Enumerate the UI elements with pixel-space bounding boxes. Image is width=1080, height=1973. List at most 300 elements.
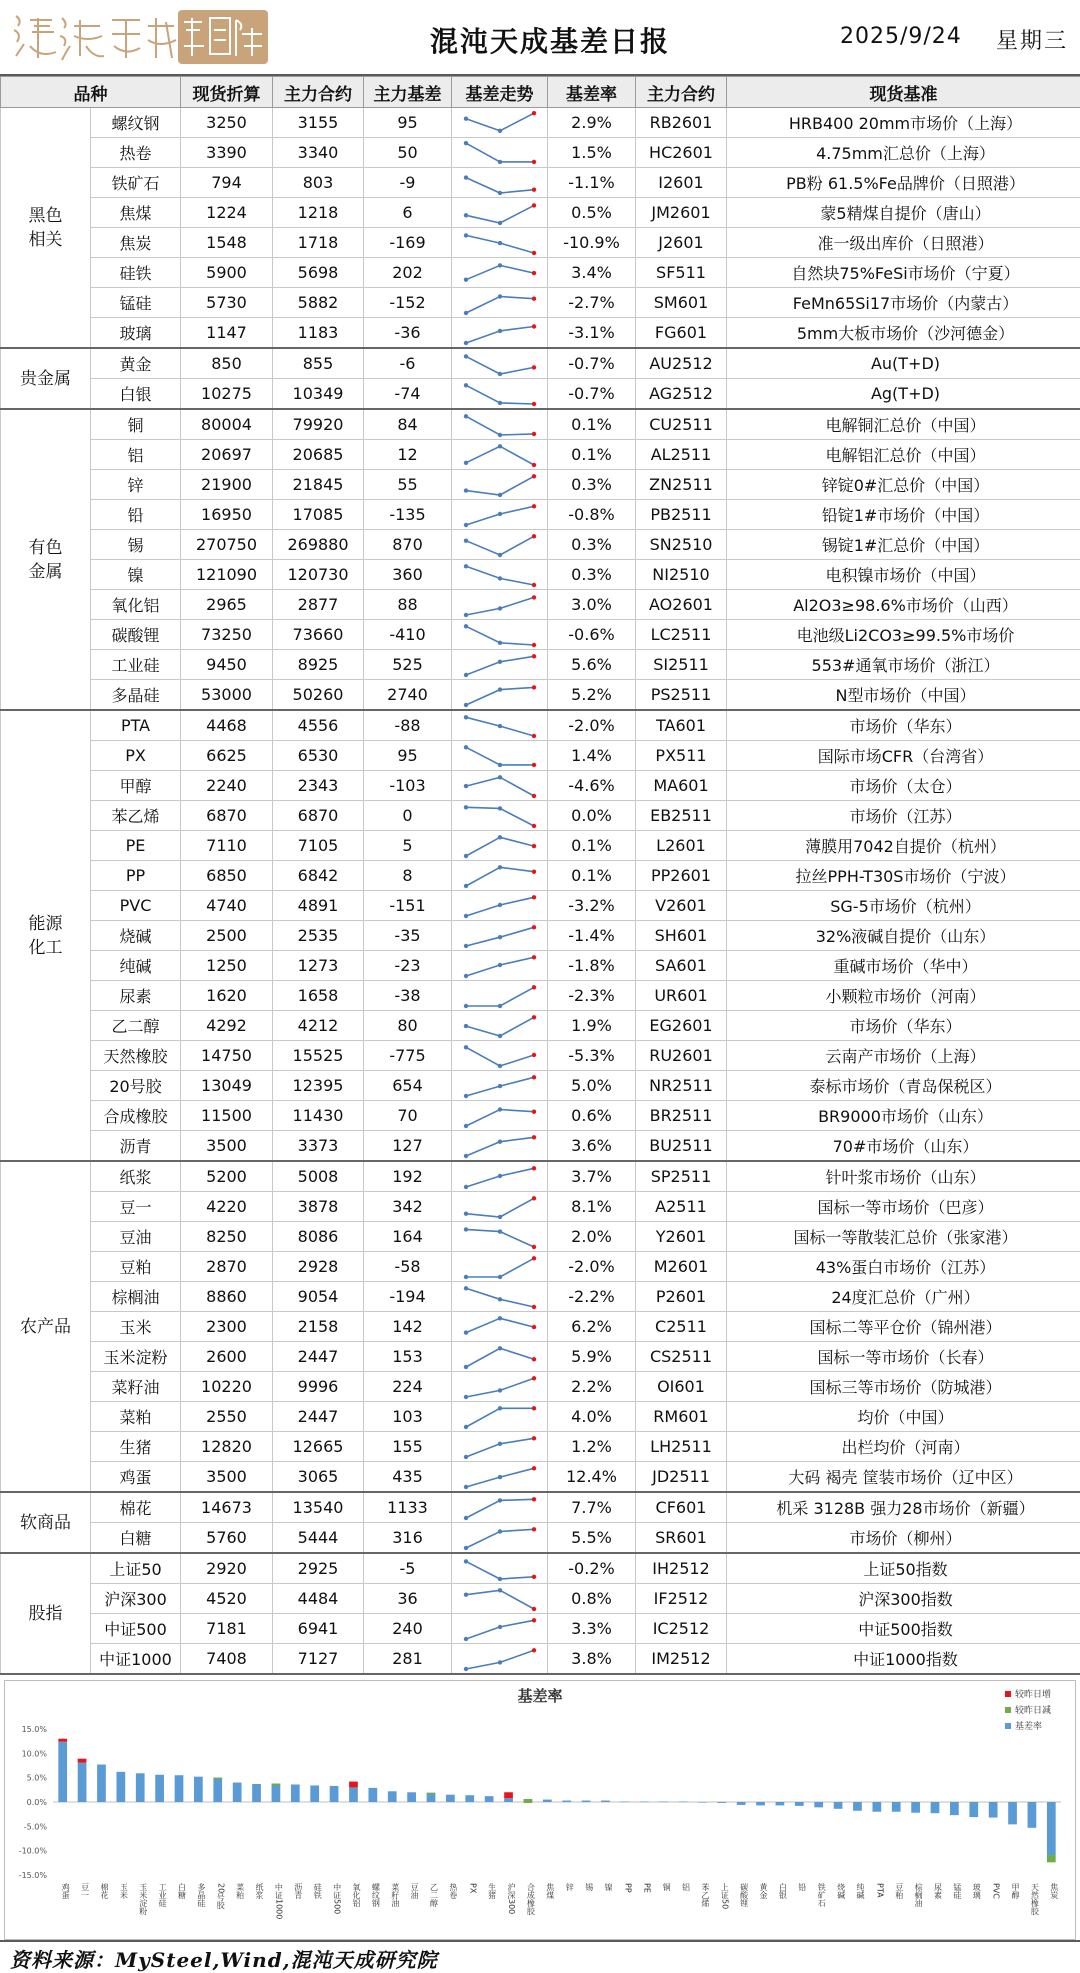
x-tick-label: PX (468, 1883, 477, 1894)
trend-point (497, 659, 501, 663)
futures-price-cell: 2925 (273, 1553, 364, 1584)
trend-point (497, 128, 501, 132)
trend-point (497, 444, 501, 448)
rate-bar (853, 1802, 862, 1811)
contract-cell: AO2601 (636, 590, 727, 620)
variety-name-cell: 合成橡胶 (91, 1101, 181, 1131)
trend-cell (452, 409, 548, 440)
x-tick-label: 纯碱 (856, 1882, 865, 1900)
contract-cell: CF601 (636, 1492, 727, 1523)
futures-price-cell: 9054 (273, 1282, 364, 1312)
trend-sparkline (454, 411, 546, 439)
y-tick-label: 0.0% (27, 1798, 48, 1807)
trend-point (497, 263, 501, 267)
trend-cell (452, 771, 548, 801)
benchmark-cell: 市场价（江苏） (727, 801, 1080, 831)
futures-price-cell: 8086 (273, 1222, 364, 1252)
trend-sparkline (454, 772, 546, 800)
trend-point (497, 640, 501, 644)
basis-rate-cell: 5.2% (548, 680, 636, 711)
trend-cell (452, 168, 548, 198)
basis-cell: -38 (364, 981, 452, 1011)
table-row (1, 710, 1080, 741)
basis-cell: 316 (364, 1523, 452, 1554)
trend-point (463, 1515, 467, 1519)
table-row (1, 228, 1080, 258)
table-row (1, 1161, 1080, 1192)
trend-point (463, 340, 467, 344)
basis-rate-cell: 5.0% (548, 1071, 636, 1101)
contract-cell: AG2512 (636, 379, 727, 410)
legend-swatch (1005, 1723, 1011, 1729)
spot-price-cell: 9450 (181, 650, 273, 680)
benchmark-cell: Al2O3≥98.6%市场价（山西） (727, 590, 1080, 620)
x-tick-label: 铁矿石 (817, 1882, 826, 1908)
futures-price-cell: 2877 (273, 590, 364, 620)
basis-rate-cell: -2.2% (548, 1282, 636, 1312)
rate-bar (698, 1802, 707, 1803)
contract-cell: TA601 (636, 710, 727, 741)
variety-name-cell: 纸浆 (91, 1161, 181, 1192)
x-tick-label: 玉米 (119, 1883, 128, 1900)
trend-point (531, 462, 535, 466)
x-tick-label: 豆油 (410, 1883, 419, 1900)
trend-sparkline (454, 1102, 546, 1130)
variety-name-cell: PVC (91, 891, 181, 921)
basis-rate-cell: 12.4% (548, 1462, 636, 1493)
basis-cell: -135 (364, 500, 452, 530)
basis-cell: 202 (364, 258, 452, 288)
trend-cell (452, 258, 548, 288)
benchmark-cell: 云南产市场价（上海） (727, 1041, 1080, 1071)
trend-point (497, 1529, 501, 1533)
basis-rate-cell: 3.6% (548, 1131, 636, 1162)
trend-cell (452, 741, 548, 771)
spot-price-cell: 850 (181, 348, 273, 379)
basis-rate-cell: 0.6% (548, 1101, 636, 1131)
futures-price-cell: 8925 (273, 650, 364, 680)
spot-price-cell: 3500 (181, 1462, 273, 1493)
trend-point (531, 296, 535, 300)
trend-point (497, 190, 501, 194)
contract-cell: FG601 (636, 318, 727, 349)
x-tick-label: PP (623, 1883, 632, 1893)
rate-bar (368, 1788, 377, 1802)
contract-cell: NI2510 (636, 560, 727, 590)
x-tick-label: 工业硅 (158, 1883, 167, 1907)
benchmark-cell: 泰标市场价（青岛保税区） (727, 1071, 1080, 1101)
trend-point (531, 1406, 535, 1410)
spot-price-cell: 2965 (181, 590, 273, 620)
category-cell: 股指 (1, 1553, 91, 1674)
trend-cell (452, 470, 548, 500)
contract-cell: PB2511 (636, 500, 727, 530)
trend-sparkline (454, 501, 546, 529)
trend-point (531, 823, 535, 827)
rate-bar (407, 1792, 416, 1802)
x-tick-label: 甲醇 (1011, 1883, 1020, 1900)
contract-cell: P2601 (636, 1282, 727, 1312)
contract-cell: IM2512 (636, 1644, 727, 1675)
trend-point (531, 1527, 535, 1531)
trend-point (497, 432, 501, 436)
variety-name-cell: 铁矿石 (91, 168, 181, 198)
trend-point (497, 775, 501, 779)
table-row (1, 560, 1080, 590)
trend-sparkline (454, 1253, 546, 1281)
trend-point (531, 401, 535, 405)
basis-cell: -74 (364, 379, 452, 410)
trend-sparkline (454, 1494, 546, 1522)
trend-point (463, 1592, 467, 1596)
contract-cell: RM601 (636, 1402, 727, 1432)
basis-cell: 342 (364, 1192, 452, 1222)
trend-point (463, 1227, 467, 1231)
table-row (1, 530, 1080, 560)
basis-cell: 6 (364, 198, 452, 228)
variety-name-cell: 玻璃 (91, 318, 181, 349)
trend-point (497, 1214, 501, 1218)
trend-point (531, 1357, 535, 1361)
spot-price-cell: 2550 (181, 1402, 273, 1432)
trend-cell (452, 1462, 548, 1493)
benchmark-cell: 市场价（华东） (727, 1011, 1080, 1041)
variety-name-cell: 焦炭 (91, 228, 181, 258)
spot-price-cell: 2500 (181, 921, 273, 951)
trend-cell (452, 590, 548, 620)
trend-point (531, 111, 535, 115)
benchmark-cell: 沪深300指数 (727, 1584, 1080, 1614)
basis-cell: -103 (364, 771, 452, 801)
trend-point (531, 504, 535, 508)
x-tick-label: 焦炭 (1049, 1882, 1059, 1900)
trend-sparkline (454, 441, 546, 469)
benchmark-cell: 拉丝PPH-T30S市场价（宁波） (727, 861, 1080, 891)
spot-price-cell: 1548 (181, 228, 273, 258)
spot-price-cell: 8860 (181, 1282, 273, 1312)
table-row (1, 1011, 1080, 1041)
basis-cell: -23 (364, 951, 452, 981)
trend-cell (452, 1523, 548, 1554)
spot-price-cell: 1620 (181, 981, 273, 1011)
spot-price-cell: 7181 (181, 1614, 273, 1644)
x-tick-label: 玻璃 (972, 1882, 981, 1899)
contract-cell: UR601 (636, 981, 727, 1011)
category-cell: 贵金属 (1, 348, 91, 409)
trend-line (466, 656, 534, 675)
trend-point (497, 1474, 501, 1478)
table-row (1, 951, 1080, 981)
table-row (1, 1432, 1080, 1462)
contract-cell: MA601 (636, 771, 727, 801)
basis-rate-cell: 8.1% (548, 1192, 636, 1222)
trend-point (531, 1324, 535, 1328)
category-cell: 软商品 (1, 1492, 91, 1553)
trend-point (463, 1023, 467, 1027)
basis-cell: 2740 (364, 680, 452, 711)
trend-line (466, 777, 534, 796)
x-tick-label: 多晶硅 (197, 1882, 206, 1907)
benchmark-cell: N型市场价（中国） (727, 680, 1080, 711)
trend-sparkline (454, 1615, 546, 1643)
contract-cell: CS2511 (636, 1342, 727, 1372)
trend-point (463, 277, 467, 281)
variety-name-cell: 20号胶 (91, 1071, 181, 1101)
trend-cell (452, 108, 548, 138)
trend-point (463, 233, 467, 237)
spot-price-cell: 12820 (181, 1432, 273, 1462)
basis-rate-cell: 1.4% (548, 741, 636, 771)
rate-bar (310, 1785, 319, 1802)
trend-point (463, 564, 467, 568)
trend-sparkline (454, 1313, 546, 1341)
x-tick-label: 锡 (585, 1882, 594, 1891)
basis-rate-cell: -2.0% (548, 1252, 636, 1282)
futures-price-cell: 2158 (273, 1312, 364, 1342)
x-tick-label: 白糖 (178, 1882, 187, 1900)
futures-price-cell: 5698 (273, 258, 364, 288)
trend-cell (452, 1553, 548, 1584)
variety-name-cell: 工业硅 (91, 650, 181, 680)
benchmark-cell: SG-5市场价（杭州） (727, 891, 1080, 921)
basis-cell: -775 (364, 1041, 452, 1071)
benchmark-cell: 电积镍市场价（中国） (727, 560, 1080, 590)
trend-sparkline (454, 892, 546, 920)
trend-line (466, 1561, 534, 1579)
basis-rate-cell: 0.5% (548, 198, 636, 228)
table-row (1, 1101, 1080, 1131)
trend-point (463, 702, 467, 706)
y-tick-label: 5.0% (27, 1774, 48, 1783)
trend-point (463, 175, 467, 179)
trend-point (497, 1588, 501, 1592)
trend-point (531, 474, 535, 478)
x-tick-label: 中证1000 (274, 1882, 283, 1919)
report-date: 2025/9/24 (840, 24, 962, 49)
legend-label: 较昨日减 (1015, 1704, 1051, 1716)
y-tick-label: 10.0% (22, 1749, 48, 1758)
variety-name-cell: 中证500 (91, 1614, 181, 1644)
trend-point (531, 1466, 535, 1470)
trend-point (531, 1376, 535, 1380)
trend-point (531, 1075, 535, 1079)
variety-name-cell: 尿素 (91, 981, 181, 1011)
table-row (1, 891, 1080, 921)
trend-sparkline (454, 862, 546, 890)
basis-rate-cell: 0.3% (548, 530, 636, 560)
futures-price-cell: 2447 (273, 1342, 364, 1372)
trend-point (463, 116, 467, 120)
rate-bar (155, 1775, 164, 1802)
spot-price-cell: 5900 (181, 258, 273, 288)
variety-name-cell: PP (91, 861, 181, 891)
futures-price-cell: 7105 (273, 831, 364, 861)
basis-rate-cell: 0.1% (548, 409, 636, 440)
trend-point (463, 141, 467, 145)
benchmark-cell: 电解铜汇总价（中国） (727, 409, 1080, 440)
spot-price-cell: 5760 (181, 1523, 273, 1554)
rate-bar (175, 1775, 184, 1802)
trend-point (463, 1274, 467, 1278)
x-tick-label: 豆粕 (895, 1883, 904, 1900)
futures-price-cell: 2928 (273, 1252, 364, 1282)
variety-name-cell: 硅铁 (91, 258, 181, 288)
trend-point (531, 324, 535, 328)
variety-name-cell: 锰硅 (91, 288, 181, 318)
table-row (1, 1342, 1080, 1372)
basis-rate-cell: -3.2% (548, 891, 636, 921)
basis-rate-cell: -10.9% (548, 228, 636, 258)
x-tick-label: 苯乙烯 (701, 1882, 710, 1908)
spot-price-cell: 7110 (181, 831, 273, 861)
futures-price-cell: 21845 (273, 470, 364, 500)
trend-point (463, 1003, 467, 1007)
trend-sparkline (454, 712, 546, 740)
trend-point (497, 1033, 501, 1037)
x-tick-label: 菜粕 (236, 1882, 245, 1900)
rate-bar (911, 1802, 920, 1813)
rate-bar (485, 1796, 494, 1802)
basis-cell: 5 (364, 831, 452, 861)
trend-cell (452, 1614, 548, 1644)
variety-name-cell: 铝 (91, 440, 181, 470)
trend-line (466, 446, 534, 465)
basis-cell: 84 (364, 409, 452, 440)
contract-cell: V2601 (636, 891, 727, 921)
variety-name-cell: 玉米 (91, 1312, 181, 1342)
basis-cell: 95 (364, 741, 452, 771)
trend-cell (452, 1222, 548, 1252)
contract-cell: SR601 (636, 1523, 727, 1554)
trend-point (497, 1388, 501, 1392)
benchmark-cell: 电解铝汇总价（中国） (727, 440, 1080, 470)
trend-line (466, 356, 534, 374)
contract-cell: ZN2511 (636, 470, 727, 500)
trend-cell (452, 981, 548, 1011)
trend-point (497, 1660, 501, 1664)
contract-cell: HC2601 (636, 138, 727, 168)
benchmark-cell: 24度汇总价（广州） (727, 1282, 1080, 1312)
rate-bar (582, 1801, 591, 1802)
benchmark-cell: 铅锭1#市场价（中国） (727, 500, 1080, 530)
table-row (1, 1071, 1080, 1101)
trend-point (463, 624, 467, 628)
table-row (1, 1614, 1080, 1644)
trend-cell (452, 801, 548, 831)
table-row (1, 1131, 1080, 1162)
variety-name-cell: 豆粕 (91, 1252, 181, 1282)
futures-price-cell: 1718 (273, 228, 364, 258)
variety-name-cell: 锌 (91, 470, 181, 500)
basis-rate-cell: -0.6% (548, 620, 636, 650)
spot-price-cell: 10275 (181, 379, 273, 410)
basis-cell: 153 (364, 1342, 452, 1372)
trend-cell (452, 500, 548, 530)
trend-sparkline (454, 319, 546, 347)
x-tick-label: 20号胶 (215, 1883, 225, 1910)
variety-name-cell: 上证50 (91, 1553, 181, 1584)
rate-bar (989, 1802, 998, 1818)
x-tick-label: 棉花 (100, 1882, 109, 1900)
trend-point (531, 1304, 535, 1308)
category-cell: 黑色 相关 (1, 108, 91, 349)
table-row (1, 348, 1080, 379)
spot-price-cell: 16950 (181, 500, 273, 530)
basis-cell: 95 (364, 108, 452, 138)
table-row (1, 1492, 1080, 1523)
variety-name-cell: 烧碱 (91, 921, 181, 951)
x-tick-label: 锰硅 (953, 1882, 962, 1899)
trend-point (463, 460, 467, 464)
trend-point (463, 612, 467, 616)
contract-cell: SI2511 (636, 650, 727, 680)
trend-cell (452, 318, 548, 349)
spot-price-cell: 4468 (181, 710, 273, 741)
futures-price-cell: 1183 (273, 318, 364, 349)
futures-price-cell: 3065 (273, 1462, 364, 1493)
trend-point (463, 1330, 467, 1334)
contract-cell: EB2511 (636, 801, 727, 831)
table-row (1, 801, 1080, 831)
basis-rate-cell: 3.4% (548, 258, 636, 288)
basis-rate-chart (4, 1680, 1076, 1940)
trend-point (463, 1286, 467, 1290)
basis-rate-cell: -1.4% (548, 921, 636, 951)
trend-point (497, 835, 501, 839)
trend-point (531, 985, 535, 989)
trend-point (463, 522, 467, 526)
variety-name-cell: 热卷 (91, 138, 181, 168)
basis-cell: -36 (364, 318, 452, 349)
trend-point (497, 1346, 501, 1350)
basis-rate-cell: -2.0% (548, 710, 636, 741)
trend-point (531, 1648, 535, 1652)
trend-sparkline (454, 289, 546, 317)
trend-point (531, 250, 535, 254)
trend-cell (452, 831, 548, 861)
trend-point (463, 213, 467, 217)
benchmark-cell: 70#市场价（山东） (727, 1131, 1080, 1162)
benchmark-cell: Au(T+D) (727, 348, 1080, 379)
trend-line (466, 1198, 534, 1217)
trend-point (463, 745, 467, 749)
table-row (1, 1312, 1080, 1342)
trend-sparkline (454, 802, 546, 830)
x-tick-label: 铜 (662, 1882, 671, 1892)
trend-point (531, 365, 535, 369)
trend-point (497, 371, 501, 375)
futures-price-cell: 4891 (273, 891, 364, 921)
trend-point (463, 783, 467, 787)
rate-bar (1028, 1802, 1037, 1828)
trend-point (531, 762, 535, 766)
trend-line (466, 1590, 534, 1609)
contract-cell: IH2512 (636, 1553, 727, 1584)
table-body (1, 108, 1080, 1675)
spot-price-cell: 6850 (181, 861, 273, 891)
basis-rate-chart-svg (5, 1681, 1075, 1939)
trend-sparkline (454, 1012, 546, 1040)
table-row (1, 470, 1080, 500)
trend-point (531, 270, 535, 274)
basis-rate-cell: -0.7% (548, 379, 636, 410)
futures-price-cell: 5444 (273, 1523, 364, 1554)
x-tick-label: 氧化铝 (352, 1882, 361, 1908)
basis-rate-cell: 0.3% (548, 470, 636, 500)
trend-point (497, 1576, 501, 1580)
basis-rate-cell: -1.1% (548, 168, 636, 198)
trend-cell (452, 710, 548, 741)
